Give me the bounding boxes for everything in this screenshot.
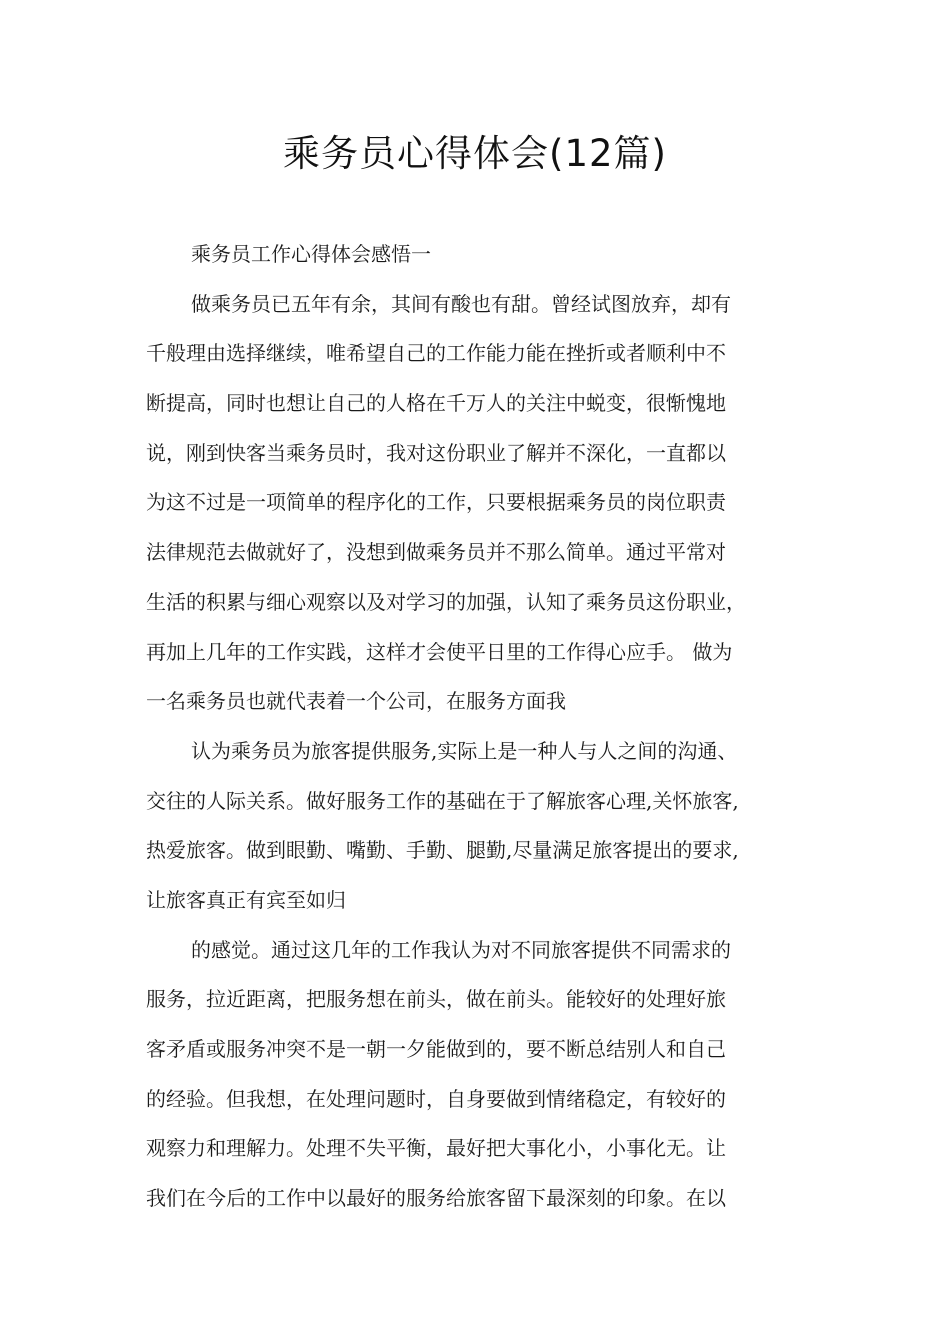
body-line: 的经验。但我想，在处理问题时，自身要做到情绪稳定，有较好的 [146,1086,726,1111]
body-line: 客矛盾或服务冲突不是一朝一夕能做到的，要不断总结别人和自己 [146,1037,726,1061]
document-body [146,230,818,1224]
body-line: 热爱旅客。做到眼勤、嘴勤、手勤、腿勤,尽量满足旅客提出的要求, [146,838,739,863]
body-line: 认为乘务员为旅客提供服务,实际上是一种人与人之间的沟通、 [191,738,738,763]
body-line: 千般理由选择继续，唯希望自己的工作能力能在挫折或者顺利中不 [146,341,726,366]
body-line: 生活的积累与细心观察以及对学习的加强，认知了乘务员这份职业， [146,589,746,614]
body-line: 断提高，同时也想让自己的人格在千万人的关注中蜕变，很惭愧地 [146,391,726,416]
body-line: 的感觉。通过这几年的工作我认为对不同旅客提供不同需求的 [191,937,731,962]
body-line: 做乘务员已五年有余，其间有酸也有甜。曾经试图放弃，却有 [191,291,731,316]
body-line: 为这不过是一项简单的程序化的工作，只要根据乘务员的岗位职责 [146,490,726,515]
body-line: 观察力和理解力。处理不失平衡，最好把大事化小，小事化无。让 [146,1136,726,1161]
body-line: 乘务员工作心得体会感悟一 [191,242,431,266]
body-line: 一名乘务员也就代表着一个公司，在服务方面我 [146,689,566,714]
body-line: 交往的人际关系。做好服务工作的基础在于了解旅客心理,关怀旅客, [146,788,739,813]
body-line: 我们在今后的工作中以最好的服务给旅客留下最深刻的印象。在以 [146,1186,726,1211]
body-line: 服务，拉近距离，把服务想在前头，做在前头。能较好的处理好旅 [146,987,726,1012]
body-line: 再加上几年的工作实践，这样才会使平日里的工作得心应手。 做为 [146,639,733,664]
document-title: 乘务员心得体会(12篇) [283,132,667,175]
body-line: 说，刚到快客当乘务员时，我对这份职业了解并不深化，一直都以 [146,440,726,465]
body-line: 法律规范去做就好了，没想到做乘务员并不那么简单。通过平常对 [146,540,726,565]
body-line: 让旅客真正有宾至如归 [146,887,346,912]
